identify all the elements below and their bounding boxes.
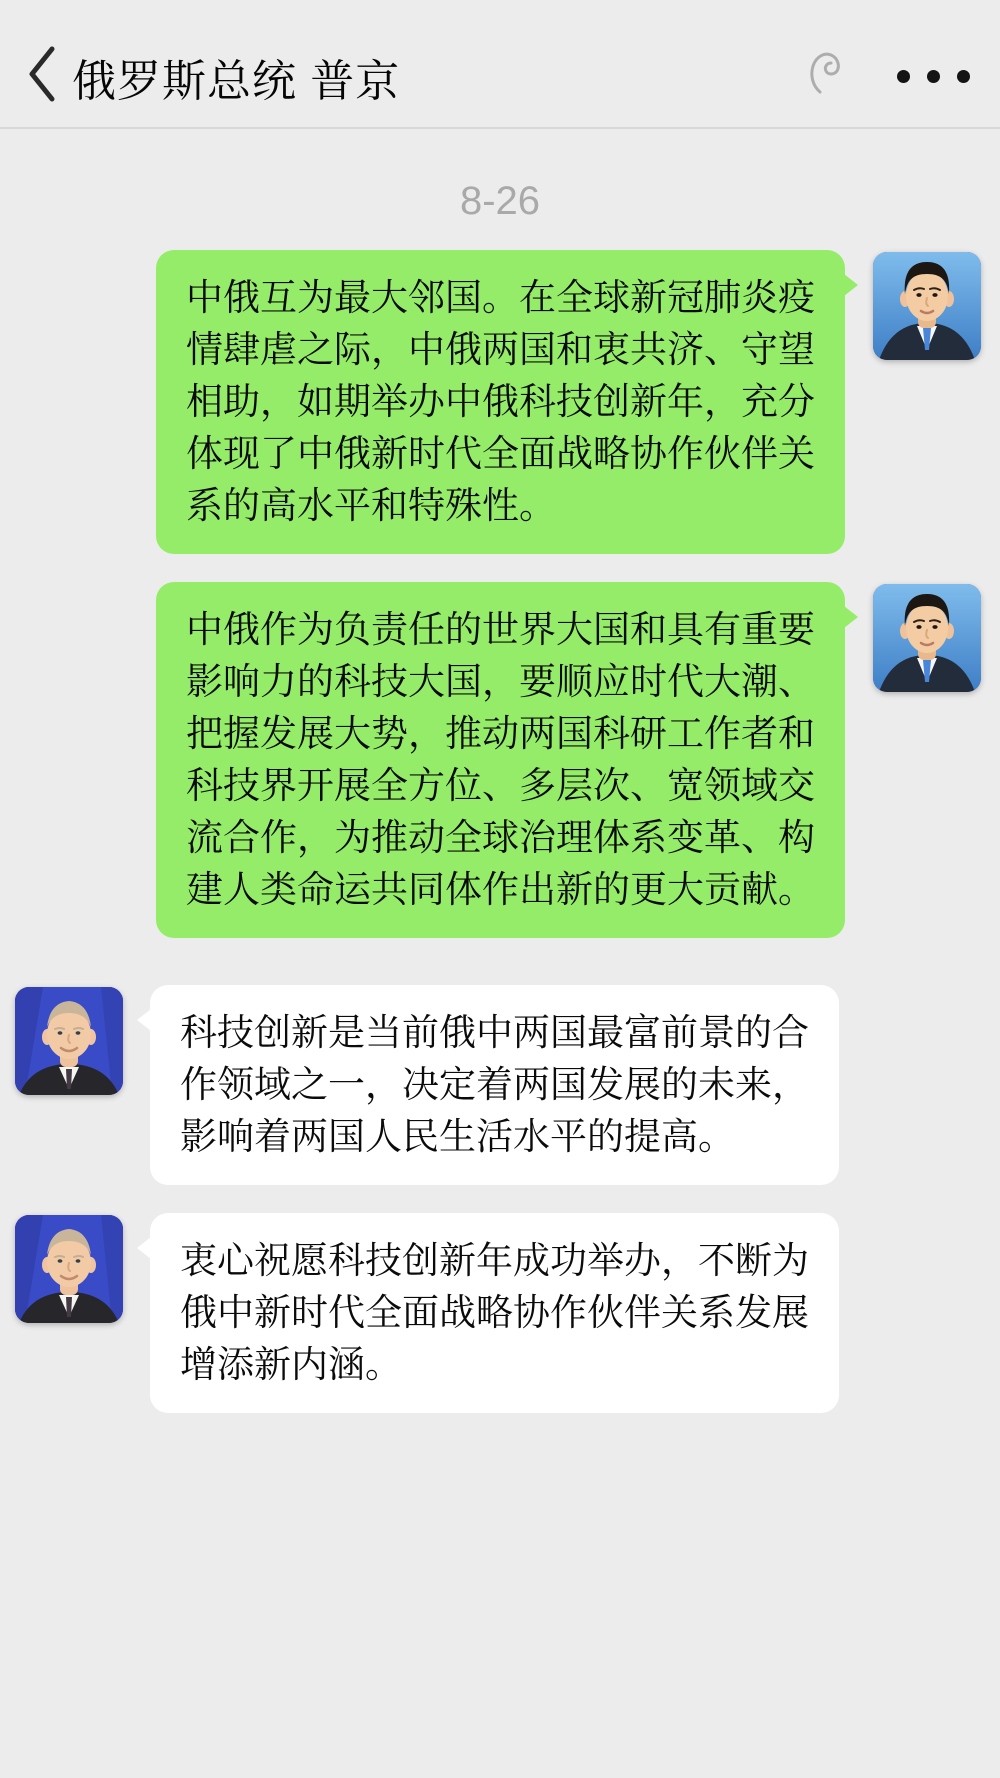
message-bubble-incoming[interactable]: 科技创新是当前俄中两国最富前景的合 作领域之一，决定着两国发展的未来， 影响着两国人民生活水平的提高。 bbox=[150, 985, 839, 1185]
message-bubble-outgoing[interactable]: 中俄互为最大邻国。在全球新冠肺炎疫 情肆虐之际，中俄两国和衷共济、守望 相助，如期举办中俄科技创新年，充分 体现了中俄新时代全面战略协作伙伴关 系的高水平和特殊性。 bbox=[156, 250, 845, 554]
message-row bbox=[0, 1213, 1000, 1413]
message-bubble-outgoing[interactable]: 中俄作为负责任的世界大国和具有重要 影响力的科技大国，要顺应时代大潮、 把握发展大势，推动两国科研工作者和 科技界开展全方位、多层次、宽领域交 流合作，为推动全球治理体系变革、构 建人类命运共同体作出新的更大贡献。 bbox=[156, 582, 845, 938]
contact-avatar-putin[interactable] bbox=[15, 987, 123, 1095]
back-button[interactable] bbox=[24, 43, 58, 110]
bubble-tail bbox=[844, 606, 858, 628]
bubble-tail bbox=[137, 1009, 151, 1031]
message-row bbox=[0, 985, 1000, 1185]
self-avatar-xi-jinping[interactable] bbox=[873, 584, 981, 692]
bubble-tail bbox=[137, 1237, 151, 1259]
date-divider: 8-26 bbox=[459, 179, 541, 223]
ear-icon bbox=[807, 50, 845, 103]
more-menu-button[interactable] bbox=[897, 70, 970, 83]
self-avatar-xi-jinping[interactable] bbox=[873, 252, 981, 360]
chevron-left-icon bbox=[24, 43, 58, 110]
message-row bbox=[0, 250, 1000, 554]
message-list bbox=[0, 179, 1000, 1413]
message-row bbox=[0, 582, 1000, 938]
bubble-tail bbox=[844, 274, 858, 296]
contact-avatar-putin[interactable] bbox=[15, 1215, 123, 1323]
more-dots-icon bbox=[897, 70, 970, 83]
message-bubble-incoming[interactable]: 衷心祝愿科技创新年成功举办，不断为 俄中新时代全面战略协作伙伴关系发展 增添新内涵。 bbox=[150, 1213, 839, 1413]
earpiece-mode-button[interactable] bbox=[807, 50, 845, 103]
chat-header bbox=[0, 0, 1000, 129]
chat-title: 俄罗斯总统 普京 bbox=[72, 56, 401, 106]
